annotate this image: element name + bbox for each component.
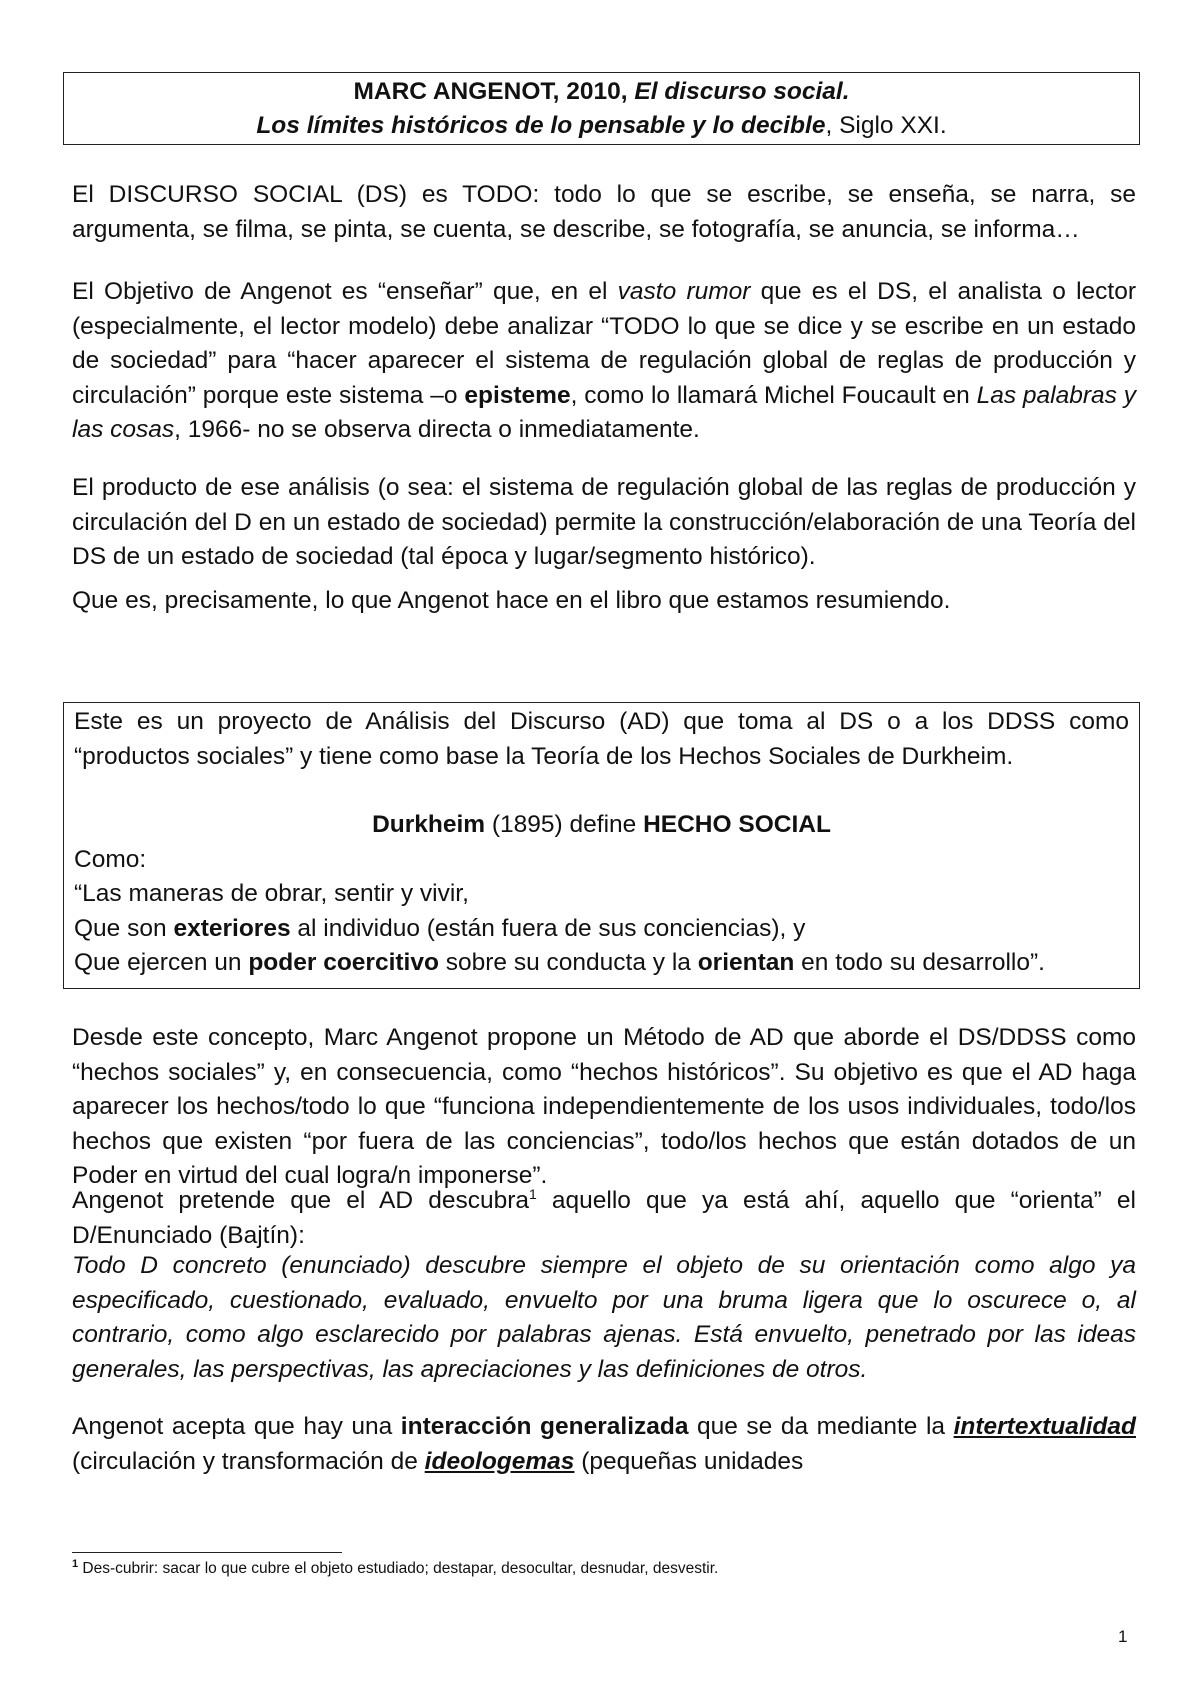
paragraph-discover: Angenot pretende que el AD descubra$^1$ aquello que ya está ahí, aquello que “orienta” el D/Enunciado (Bajtín):	[72, 1185, 1136, 1249]
paragraph-method: Desde este concepto, Marc Angenot propone un Método de AD que aborde el DS/DDSS como “hechos sociales” y, en consecuencia, como “hechos históricos”. Su objetivo es que el AD haga aparecer los hechos/todo lo que “funciona independientemente de los usos individuales, todo/los hechos que existen “por fuera de las conciencias”, todo/los hechos que están dotados de un Poder en virtud del cual logra/n imponerse”.	[72, 1024, 1136, 1189]
paragraph-product: El producto de ese análisis (o sea: el sistema de regulación global de las reglas de producción y circulación del D en un estado de sociedad) permite la construcción/elaboración de una Teoría del DS de un estado de sociedad (tal época y lugar/segmento histórico).	[72, 474, 1136, 570]
footnote: $^1$ Des-cubrir: sacar lo que cubre el objeto estudiado; destapar, desocultar, desnudar, desvestir.	[72, 1557, 719, 1577]
paragraph-ds-definition: El DISCURSO SOCIAL (DS) es TODO: todo lo que se escribe, se enseña, se narra, se argumenta, se filma, se pinta, se cuenta, se describe, se fotografía, se anuncia, se informa…	[72, 181, 1136, 243]
book-subtitle: Los límites históricos de lo pensable y lo decible	[256, 112, 826, 139]
durkheim-box	[63, 702, 1140, 989]
paragraph-summary-note: Que es, precisamente, lo que Angenot hace en el libro que estamos resumiendo.	[72, 587, 951, 614]
box-title: Durkheim (1895) define HECHO SOCIAL	[372, 811, 831, 838]
box-como: Como:	[74, 845, 147, 873]
title-box	[63, 72, 1140, 145]
paragraph-objective: El Objetivo de Angenot es “enseñar” que, en el vasto rumor que es el DS, el analista o lector (especialmente, el lector modelo) debe analizar “TODO lo que se dice y se escribe en un estado de sociedad” para “hacer aparecer el sistema de regulación global de reglas de producción y circulación” porque este sistema –o episteme, como lo llamará Michel Foucault en Las palabras y las cosas, 1966- no se observa directa o inmediatamente.	[72, 278, 1137, 443]
page-number: 1	[1118, 1627, 1128, 1646]
box-line-2: Que son exteriores al individuo (están fuera de sus conciencias), y	[74, 914, 806, 942]
title-line-1: MARC ANGENOT, 2010, El discurso social.	[353, 78, 850, 105]
box-intro: Este es un proyecto de Análisis del Discurso (AD) que toma al DS o a los DDSS como “productos sociales” y tiene como base la Teoría de los Hechos Sociales de Durkheim.	[74, 708, 1129, 770]
title-line-2: Los límites históricos de lo pensable y lo decible, Siglo XXI.	[256, 112, 947, 139]
footnote-separator	[72, 1552, 342, 1553]
paragraph-interaction: Angenot acepta que hay una interacción generalizada que se da mediante la intertextualidad (circulación y transformación de ideologemas (pequeñas unidades	[72, 1413, 1136, 1475]
box-line-3: Que ejercen un poder coercitivo sobre su conducta y la orientan en todo su desarrollo”.	[74, 949, 1045, 976]
footnote-ref: 1	[529, 1185, 537, 1202]
box-line-1: “Las maneras de obrar, sentir y vivir,	[74, 880, 469, 907]
book-title-italic: El discurso social.	[634, 78, 850, 105]
bakhtin-quote: Todo D concreto (enunciado) descubre siempre el objeto de su orientación como algo ya especificado, cuestionado, evaluado, envuelto por una bruma ligera que lo oscurece o, al contrario, como algo esclarecido por palabras ajenas. Está envuelto, penetrado por las ideas generales, las perspectivas, las apreciaciones y las definiciones de otros.	[72, 1252, 1136, 1383]
